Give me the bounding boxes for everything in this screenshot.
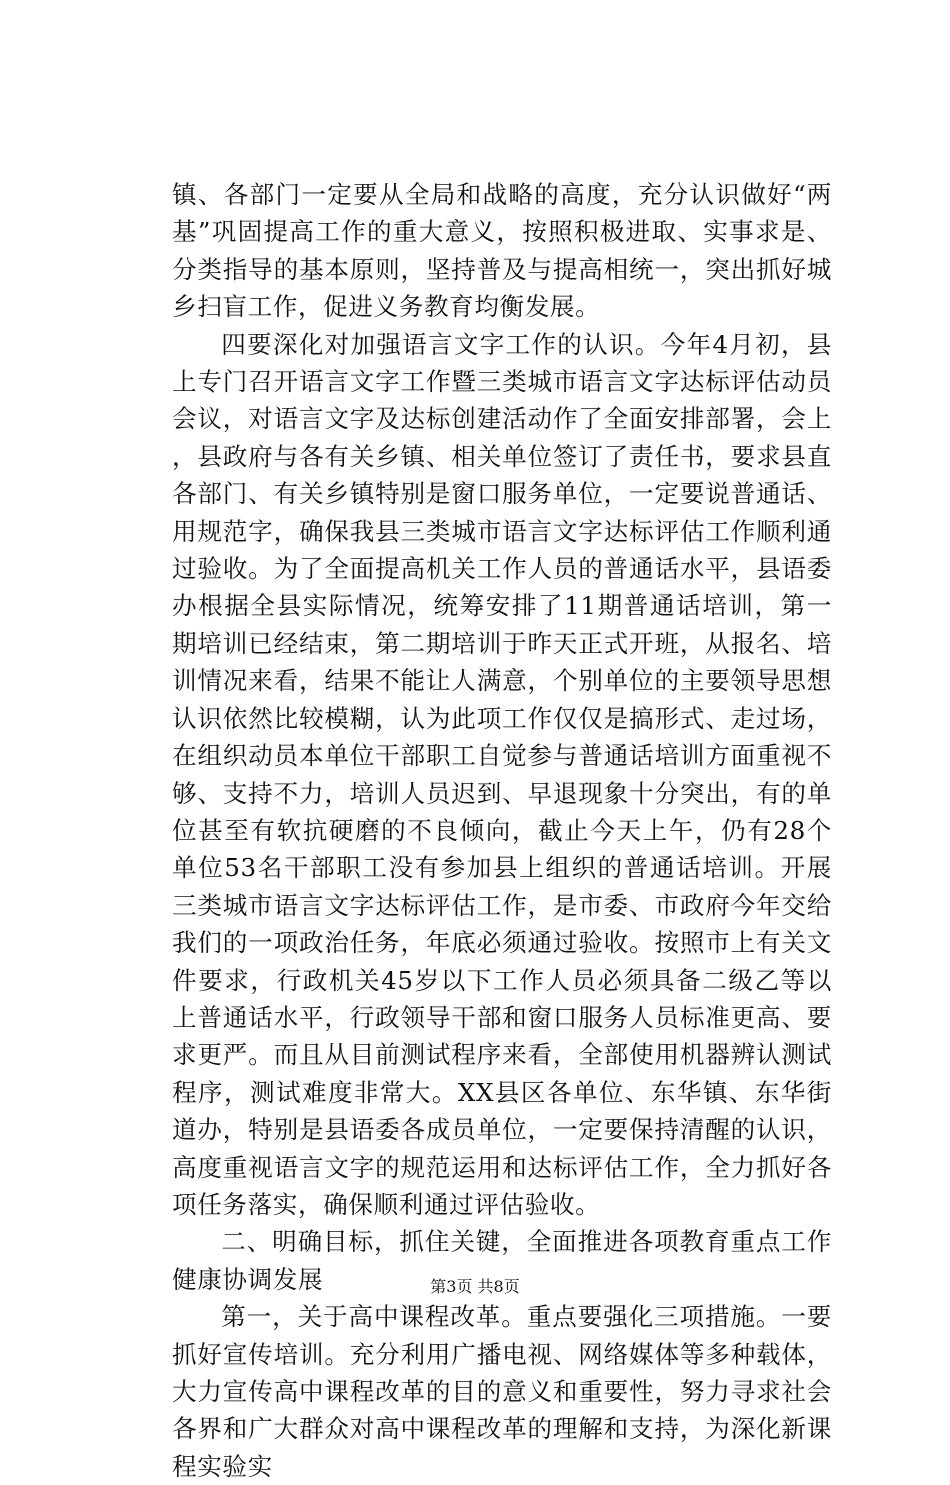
section-heading: 二、明确目标，抓住关键，全面推进各项教育重点工作健康协调发展 <box>172 1227 832 1294</box>
paragraph-continuation: 镇、各部门一定要从全局和战略的高度，充分认识做好“两基”巩固提高工作的重大意义，按照积极进取、实事求是、分类指导的基本原则，坚持普及与提高相统一，突出抓好城乡扫盲工作，促进义务教育均衡发展。 <box>172 180 832 322</box>
paragraph-language-work: 四要深化对加强语言文字工作的认识。今年4月初，县上专门召开语言文字工作暨三类城市语言文字达标评估动员会议，对语言文字及达标创建活动作了全面安排部署，会上，县政府与各有关乡镇、相关单位签订了责任书，要求县直各部门、有关乡镇特别是窗口服务单位，一定要说普通话、用规范字，确保我县三类城市语言文字达标评估工作顺利通过验收。为了全面提高机关工作人员的普通话水平，县语委办根据全县实际情况，统筹安排了11期普通话培训，第一期培训已经结束，第二期培训于昨天正式开班，从报名、培训情况来看，结果不能让人满意，个别单位的主要领导思想认识依然比较模糊，认为此项工作仅仅是搞形式、走过场，在组织动员本单位干部职工自觉参与普通话培训方面重视不够、支持不力，培训人员迟到、早退现象十分突出，有的单位甚至有软抗硬磨的不良倾向，截止今天上午，仍有28个单位53名干部职工没有参加县上组织的普通话培训。开展三类城市语言文字达标评估工作，是市委、市政府今年交给我们的一项政治任务，年底必须通过验收。按照市上有关文件要求，行政机关45岁以下工作人员必须具备二级乙等以上普通话水平，行政领导干部和窗口服务人员标准更高、要求更严。而且从目前测试程序来看，全部使用机器辨认测试程序，测试难度非常大。XX县区各单位、东华镇、东华街道办，特别是县语委各成员单位，一定要保持清醒的认识，高度重视语言文字的规范运用和达标评估工作，全力抓好各项任务落实，确保顺利通过评估验收。 <box>172 329 832 1219</box>
paragraph-curriculum-reform: 第一，关于高中课程改革。重点要强化三项措施。一要抓好宣传培训。充分利用广播电视、网络媒体等多种载体，大力宣传高中课程改革的目的意义和重要性，努力寻求社会各界和广大群众对高中课程改革的理解和支持，为深化新课程实验实 <box>172 1302 832 1481</box>
page-footer: 第3页 共8页 <box>430 1277 520 1296</box>
